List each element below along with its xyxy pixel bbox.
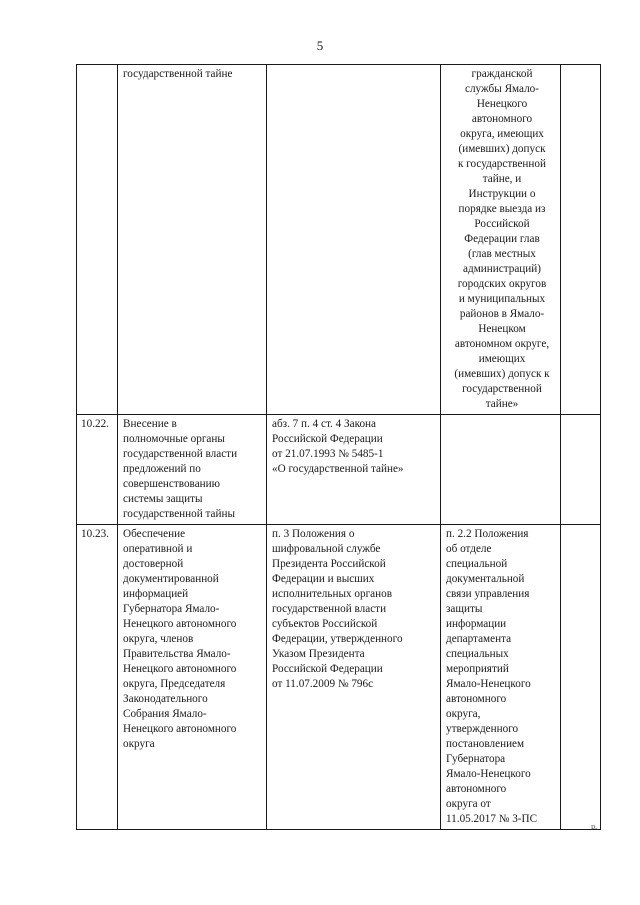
regional-basis-line: округа, [446,708,481,720]
regional-basis-line: Инструкции о [468,188,536,200]
regional-basis-line: имеющих [478,353,526,365]
regional-basis-line: тайне» [485,398,519,410]
measures-table [76,64,601,830]
regional-basis-cell [441,525,561,830]
regional-basis-line: 11.05.2017 № 3-ПС [446,813,538,825]
federal-basis-line: от 21.07.1993 № 5485-1 [272,448,384,460]
regional-basis-line: государственной [462,383,542,395]
regional-basis-line: мероприятий [446,663,509,675]
regional-basis-line: автономного [446,693,507,705]
measure-line: системы защиты [123,493,203,505]
row-number: 10.22. [81,418,109,430]
regional-basis-line: к государственной [458,158,546,170]
measure-line: округа, членов [123,633,194,645]
regional-basis-line: документальной [446,573,525,585]
regional-basis-line: Федерации глав [464,233,540,245]
measure-line: округа [123,738,155,750]
measure-line: государственной тайне [123,68,233,80]
measure-line: информацией [123,588,189,600]
regional-basis-line: информации [446,618,507,630]
regional-basis-line: защиты [446,603,483,615]
measure-line: государственной власти [123,448,238,460]
regional-basis-line: городских округов [457,278,547,290]
federal-basis-cell [267,65,441,415]
federal-basis-line: Федерации, утвержденного [272,633,403,645]
measure-line: совершенствованию [123,478,220,490]
regional-basis-line: (имевших) допуск к [454,368,550,380]
regional-basis-line: Ямало-Ненецкого [446,768,531,780]
row-number: 10.23. [81,528,109,540]
regional-basis-line: Губернатора [446,753,506,765]
regional-basis-line: порядке выезда из [458,203,546,215]
federal-basis-line: абз. 7 п. 4 ст. 4 Закона [272,418,377,430]
regional-basis-line: службы Ямало- [464,83,539,95]
regional-basis-line: гражданской [471,68,533,80]
corner-mark: ɒ. [591,822,598,831]
regional-basis-line: автономном округе, [454,338,550,350]
measure-line: оперативной и [123,543,193,555]
federal-basis-line: «О государственной тайне» [272,463,404,475]
measure-line: предложений по [123,463,201,475]
measure-line: полномочные органы [123,433,225,445]
measure-line: Законодательного [123,693,208,705]
regional-basis-line: тайне, и [482,173,522,185]
federal-basis-cell [267,525,441,830]
measure-line: Ненецкого автономного [123,723,237,735]
regional-basis-line: районов в Ямало- [459,308,545,320]
table-row [77,415,601,525]
regional-basis-line: об отделе [446,543,492,555]
federal-basis-line: п. 3 Положения о [272,528,355,540]
measure-line: округа, Председателя [123,678,226,690]
table-row [77,65,601,415]
regional-basis-line: и муниципальных [458,293,546,305]
page-number: 5 [316,38,324,53]
regional-basis-line: Российской [474,218,530,230]
measure-line: документированной [123,573,219,585]
measure-line: Ненецкого автономного [123,618,237,630]
regional-basis-line: округа, имеющих [460,128,544,140]
federal-basis-line: исполнительных органов [272,588,392,600]
row-number-cell [77,415,118,525]
measure-line: государственной тайны [123,508,236,520]
measure-cell [118,65,267,415]
regional-basis-line: (глав местных [468,248,536,260]
measure-cell [118,525,267,830]
regional-basis-line: специальной [446,558,508,570]
federal-basis-line: от 11.07.2009 № 796с [272,678,374,690]
regional-basis-line: утвержденного [446,723,519,735]
regional-basis-cell [441,415,561,525]
regional-basis-line: округа от [446,798,491,810]
row-number-cell [77,65,118,415]
regional-basis-line: департамента [446,633,512,645]
notes-cell [561,65,601,415]
regional-basis-line: автономного [471,113,533,125]
federal-basis-cell [267,415,441,525]
regional-basis-line: постановлением [446,738,525,750]
federal-basis-line: шифровальной службе [272,543,381,555]
measure-cell [118,415,267,525]
regional-basis-line: Ненецкого [476,98,528,110]
notes-cell [561,525,601,830]
measure-line: достоверной [123,558,184,570]
federal-basis-line: субъектов Российской [272,618,378,630]
federal-basis-line: государственной власти [272,603,387,615]
federal-basis-line: Российской Федерации [272,433,383,445]
regional-basis-line: Ямало-Ненецкого [446,678,531,690]
table-row [77,525,601,830]
measure-line: Внесение в [123,418,177,430]
measure-line: Обеспечение [123,528,186,540]
row-number-cell [77,525,118,830]
federal-basis-line: Президента Российской [272,558,386,570]
measure-line: Правительства Ямало- [123,648,231,660]
regional-basis-line: связи управления [446,588,530,600]
measure-line: Губернатора Ямало- [123,603,220,615]
federal-basis-line: Федерации и высших [272,573,375,585]
regional-basis-line: (имевших) допуск [458,143,546,155]
regional-basis-line: автономного [446,783,507,795]
regional-basis-cell [441,65,561,415]
regional-basis-line: администраций) [463,263,541,275]
federal-basis-line: Указом Президента [272,648,365,660]
regional-basis-line: Ненецком [478,323,526,335]
measure-line: Собрания Ямало- [123,708,207,720]
federal-basis-line: Российской Федерации [272,663,383,675]
regional-basis-line: п. 2.2 Положения [446,528,529,540]
measure-line: Ненецкого автономного [123,663,237,675]
regional-basis-line: специальных [446,648,509,660]
notes-cell [561,415,601,525]
